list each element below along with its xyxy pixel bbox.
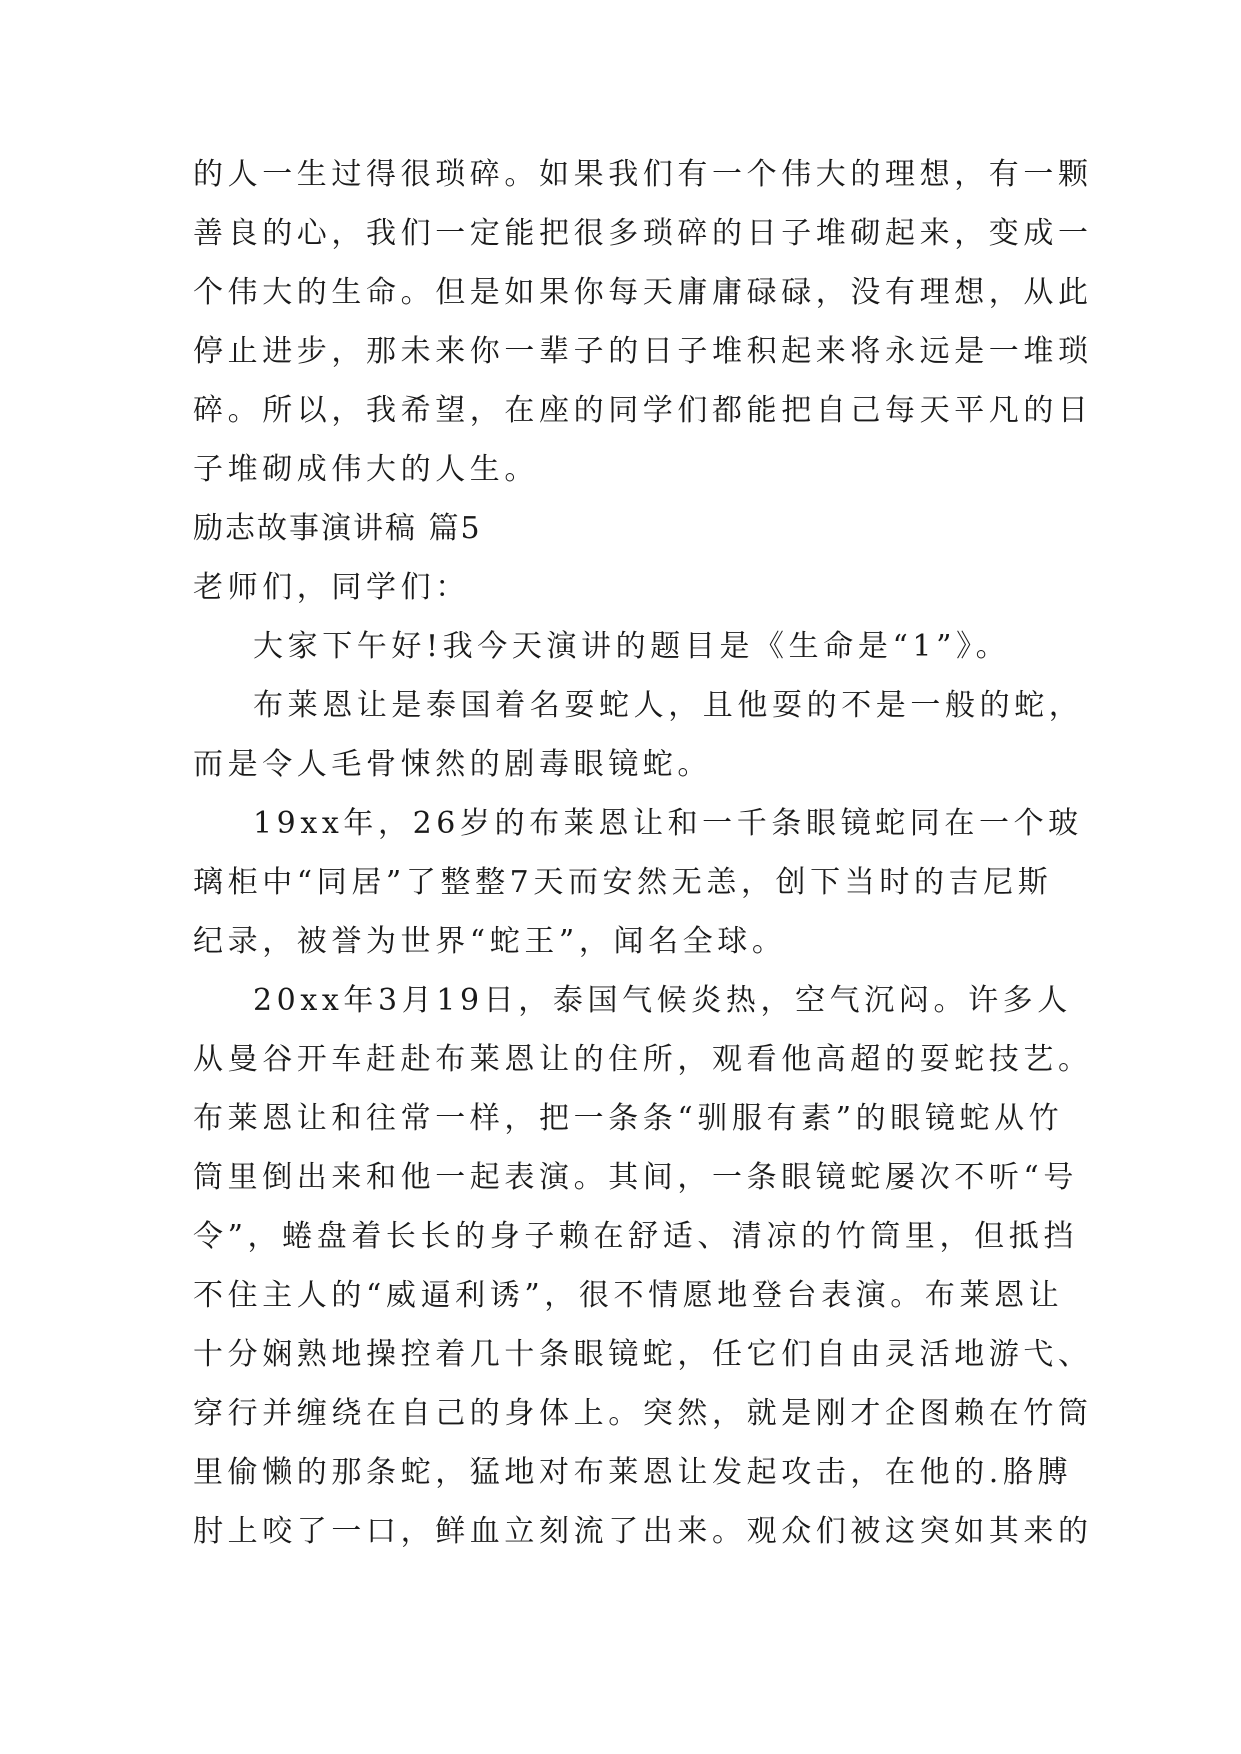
paragraph-line: 布莱恩让是泰国着名耍蛇人，且他耍的不是一般的蛇， bbox=[253, 688, 1084, 723]
paragraph-line: 令”，蜷盘着长长的身子赖在舒适、清凉的竹筒里，但抵挡 bbox=[193, 1219, 1078, 1254]
paragraph-line: 善良的心，我们一定能把很多琐碎的日子堆砌起来，变成一 bbox=[193, 216, 1093, 251]
section-heading: 励志故事演讲稿 篇5 bbox=[193, 511, 482, 546]
paragraph-line: 不住主人的“威逼利诱”，很不情愿地登台表演。布莱恩让 bbox=[193, 1278, 1064, 1313]
paragraph-line: 而是令人毛骨悚然的剧毒眼镜蛇。 bbox=[193, 747, 712, 782]
paragraph-line: 19xx年，26岁的布莱恩让和一千条眼镜蛇同在一个玻 bbox=[253, 806, 1083, 841]
paragraph-line: 子堆砌成伟大的人生。 bbox=[193, 452, 539, 487]
paragraph-line: 肘上咬了一口，鲜血立刻流了出来。观众们被这突如其来的 bbox=[193, 1514, 1093, 1549]
paragraph-line: 的人一生过得很琐碎。如果我们有一个伟大的理想，有一颗 bbox=[193, 157, 1093, 192]
paragraph-line: 从曼谷开车赶赴布莱恩让的住所，观看他高超的耍蛇技艺。 bbox=[193, 1042, 1093, 1077]
paragraph-line: 里偷懒的那条蛇，猛地对布莱恩让发起攻击，在他的.胳膊 bbox=[193, 1455, 1073, 1490]
salutation: 老师们，同学们： bbox=[193, 570, 470, 605]
paragraph-line: 停止进步，那未来你一辈子的日子堆积起来将永远是一堆琐 bbox=[193, 334, 1093, 369]
paragraph-line: 20xx年3月19日，泰国气候炎热，空气沉闷。许多人 bbox=[253, 983, 1072, 1018]
paragraph-line: 穿行并缠绕在自己的身体上。突然，就是刚才企图赖在竹筒 bbox=[193, 1396, 1093, 1431]
paragraph-line: 筒里倒出来和他一起表演。其间，一条眼镜蛇屡次不听“号 bbox=[193, 1160, 1078, 1195]
paragraph-line: 十分娴熟地操控着几十条眼镜蛇，任它们自由灵活地游弋、 bbox=[193, 1337, 1093, 1372]
paragraph-line: 纪录，被誉为世界“蛇王”，闻名全球。 bbox=[193, 924, 787, 959]
paragraph-line: 碎。所以，我希望，在座的同学们都能把自己每天平凡的日 bbox=[193, 393, 1093, 428]
paragraph-line: 布莱恩让和往常一样，把一条条“驯服有素”的眼镜蛇从竹 bbox=[193, 1101, 1064, 1136]
paragraph-line: 璃柜中“同居”了整整7天而安然无恙，创下当时的吉尼斯 bbox=[193, 865, 1053, 900]
paragraph-line: 个伟大的生命。但是如果你每天庸庸碌碌，没有理想，从此 bbox=[193, 275, 1093, 310]
paragraph-line: 大家下午好!我今天演讲的题目是《生命是“1”》。 bbox=[253, 629, 1011, 664]
